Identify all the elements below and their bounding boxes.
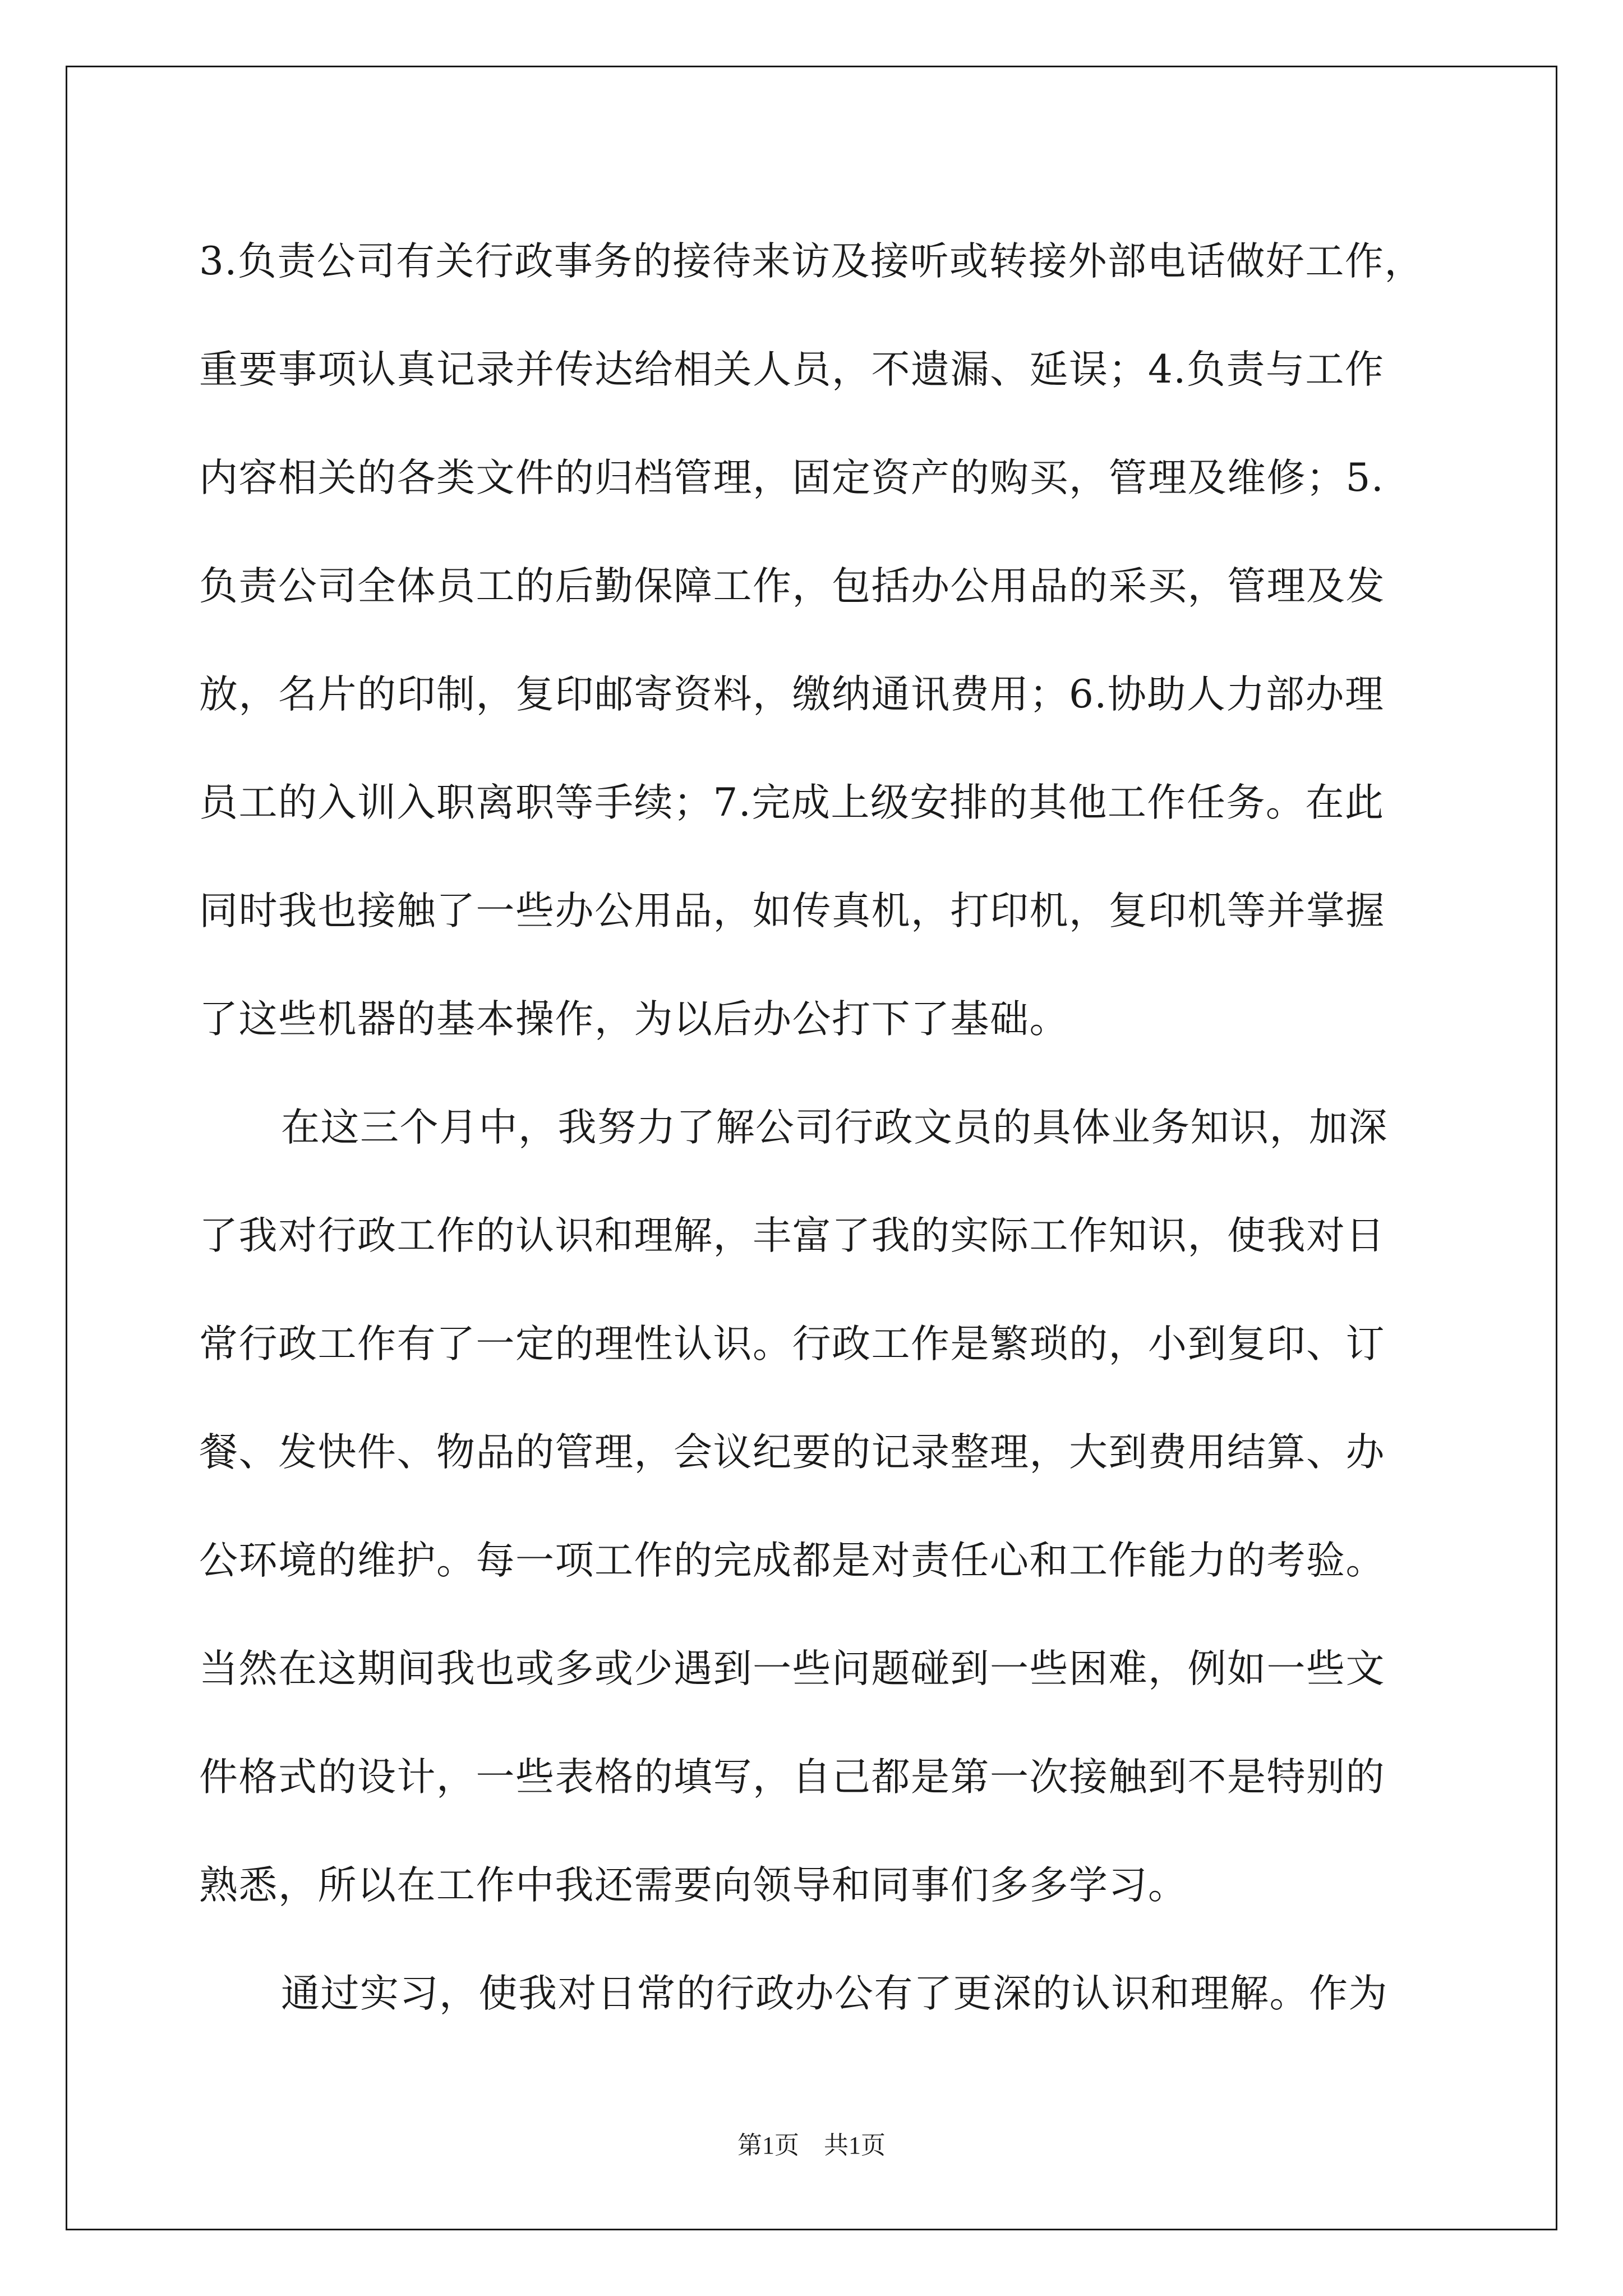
document-body: [199, 208, 1450, 2048]
text-line: 员工的入训入职离职等手续；7.完成上级安排的其他工作任务。在此: [199, 780, 1385, 825]
text-line: 常行政工作有了一定的理性认识。行政工作是繁琐的，小到复印、订: [199, 1322, 1385, 1366]
page-footer: 第1页 共1页: [737, 2132, 886, 2159]
text-line: 了这些机器的基本操作，为以后办公打下了基础。: [199, 997, 1069, 1042]
text-line: 放，名片的印制，复印邮寄资料，缴纳通讯费用；6.协助人力部办理: [199, 672, 1385, 717]
text-line: 内容相关的各类文件的归档管理，固定资产的购买，管理及维修；5.: [199, 455, 1385, 500]
text-line: 件格式的设计，一些表格的填写，自己都是第一次接触到不是特别的: [199, 1755, 1385, 1800]
text-line: 同时我也接触了一些办公用品，如传真机，打印机，复印机等并掌握: [199, 889, 1385, 933]
text-line: 餐、发快件、物品的管理，会议纪要的记录整理，大到费用结算、办: [199, 1430, 1385, 1475]
text-line: 3.负责公司有关行政事务的接待来访及接听或转接外部电话做好工作，: [199, 239, 1424, 284]
text-line: 公环境的维护。每一项工作的完成都是对责任心和工作能力的考验。: [199, 1538, 1385, 1583]
paragraph-first-line: 在这三个月中，我努力了解公司行政文员的具体业务知识，加深: [281, 1105, 1388, 1150]
text-line: 负责公司全体员工的后勤保障工作，包括办公用品的采买，管理及发: [199, 564, 1385, 609]
text-line: 重要事项认真记录并传达给相关人员，不遗漏、延误；4.负责与工作: [199, 347, 1385, 392]
text-line: 了我对行政工作的认识和理解，丰富了我的实际工作知识，使我对日: [199, 1213, 1385, 1258]
text-line: 熟悉，所以在工作中我还需要向领导和同事们多多学习。: [199, 1863, 1188, 1908]
text-line: 当然在这期间我也或多或少遇到一些问题碰到一些困难，例如一些文: [199, 1646, 1385, 1691]
paragraph-first-line: 通过实习，使我对日常的行政办公有了更深的认识和理解。作为: [281, 1971, 1388, 2016]
